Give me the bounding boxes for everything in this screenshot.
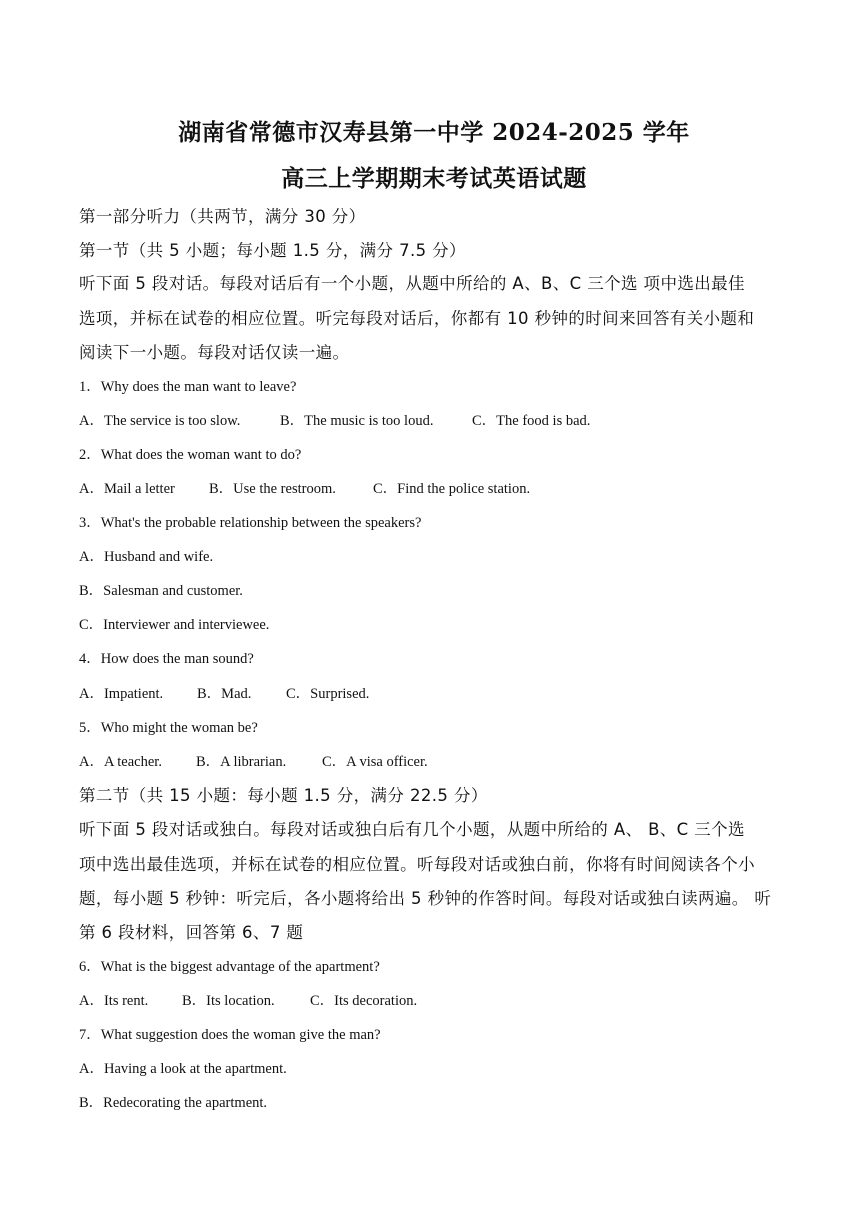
question-3-option-b: B．Salesman and customer.	[79, 583, 243, 599]
section2-instruction-line: 第 6 段材料，回答第 6、7 题	[79, 923, 304, 942]
option-a: A．The service is too slow.	[79, 413, 241, 429]
section2-heading: 第二节（共 15 小题：每小题 1.5 分，满分 22.5 分）	[79, 786, 488, 805]
question-4-stem: 4．How does the man sound?	[79, 651, 254, 667]
option-a: A．Its rent.	[79, 993, 149, 1009]
question-7-stem: 7．What suggestion does the woman give the man?	[79, 1027, 381, 1043]
question-3-stem: 3．What's the probable relationship between the speakers?	[79, 515, 422, 531]
section1-heading: 第一节（共 5 小题；每小题 1.5 分，满分 7.5 分）	[79, 241, 466, 260]
question-1-options	[79, 409, 590, 430]
option-c: C．Surprised.	[286, 686, 370, 702]
question-7-option-a: A．Having a look at the apartment.	[79, 1061, 287, 1077]
question-1-stem: 1．Why does the man want to leave?	[79, 379, 297, 395]
option-a: A．A teacher.	[79, 754, 162, 770]
section1-instruction-line: 听下面 5 段对话。每段对话后有一个小题，从题中所给的 A、B、C 三个选 项中选出最佳	[79, 274, 745, 293]
question-4-options	[79, 682, 369, 703]
part1-heading: 第一部分听力（共两节，满分 30 分）	[79, 207, 366, 226]
question-6-stem: 6．What is the biggest advantage of the apartment?	[79, 959, 380, 975]
question-5-stem: 5．Who might the woman be?	[79, 720, 258, 736]
section2-instruction-line: 听下面 5 段对话或独白。每段对话或独白后有几个小题，从题中所给的 A、 B、C 三个选	[79, 820, 745, 839]
option-a: A．Impatient.	[79, 686, 164, 702]
question-2-stem: 2．What does the woman want to do?	[79, 447, 302, 463]
option-b: B．Mad.	[197, 686, 252, 702]
question-7-option-b: B．Redecorating the apartment.	[79, 1095, 268, 1111]
question-6-options	[79, 989, 417, 1010]
section1-instruction-line: 阅读下一小题。每段对话仅读一遍。	[79, 343, 350, 362]
option-c: C．Find the police station.	[373, 481, 531, 497]
option-c: C．A visa officer.	[322, 754, 428, 770]
exam-title-line1: 湖南省常德市汉寿县第一中学 2024-2025 学年	[178, 119, 690, 146]
question-3-option-c: C．Interviewer and interviewee.	[79, 617, 270, 633]
option-b: B．A librarian.	[196, 754, 287, 770]
exam-title-line2: 高三上学期期末考试英语试题	[281, 165, 587, 192]
option-b: B．Its location.	[182, 993, 275, 1009]
section2-instruction-line: 题，每小题 5 秒钟：听完后，各小题将给出 5 秒钟的作答时间。每段对话或独白读两遍。 听	[79, 889, 772, 908]
question-3-option-a: A．Husband and wife.	[79, 549, 214, 565]
question-2-options	[79, 477, 530, 498]
option-c: C．The food is bad.	[472, 413, 591, 429]
option-b: B．The music is too loud.	[280, 413, 434, 429]
section1-instruction-line: 选项，并标在试卷的相应位置。听完每段对话后，你都有 10 秒钟的时间来回答有关小题和	[79, 309, 755, 328]
option-b: B．Use the restroom.	[209, 481, 336, 497]
option-c: C．Its decoration.	[310, 993, 418, 1009]
option-a: A．Mail a letter	[79, 481, 175, 497]
question-5-options	[79, 750, 428, 771]
section2-instruction-line: 项中选出最佳选项，并标在试卷的相应位置。听每段对话或独白前，你将有时间阅读各个小	[79, 855, 755, 874]
